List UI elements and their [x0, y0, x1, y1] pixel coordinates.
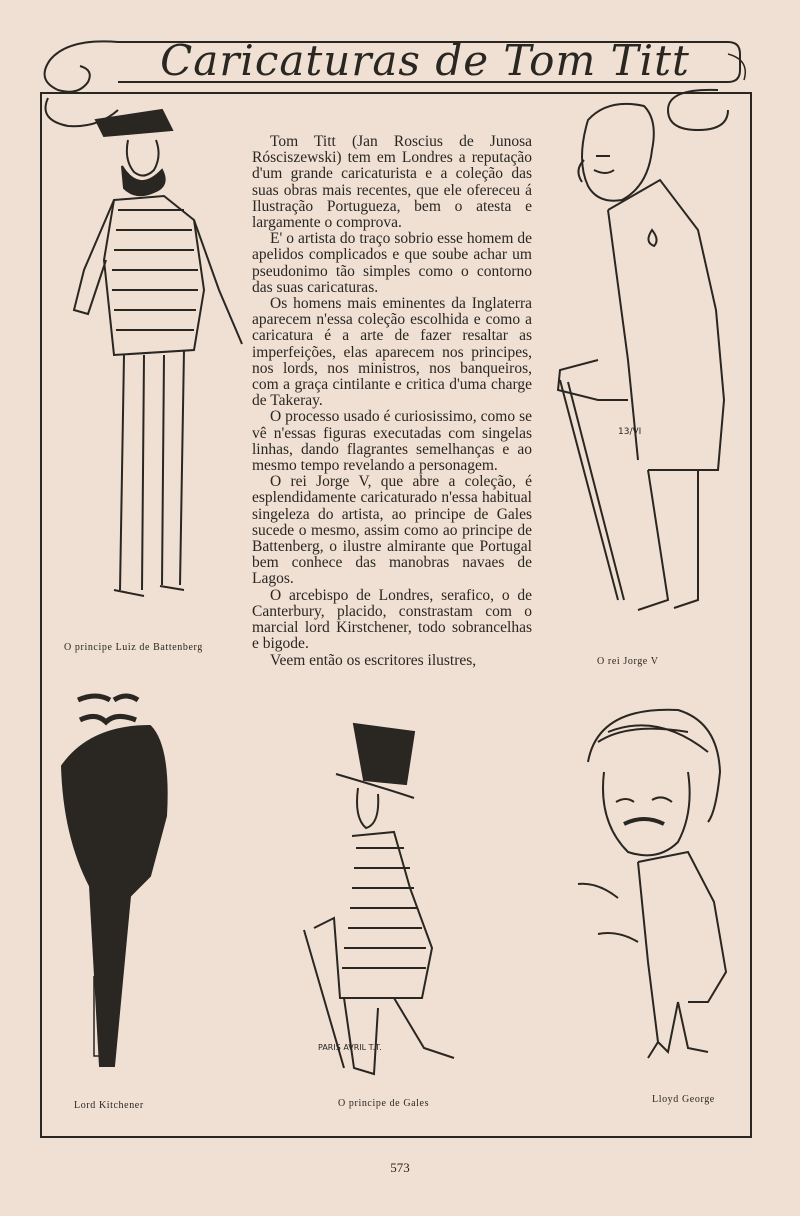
article-paragraph: O processo usado é curiosissimo, como se vê n'essas figuras executadas com singelas linhas, dando flagrantes semelhanças e ao mesmo tempo revelando a personagem.: [252, 408, 532, 475]
caption-wales: O principe de Gales: [338, 1098, 430, 1109]
article-paragraph: O rei Jorge V, que abre a coleção, é esplendidamente caricaturado n'essa habitual singeleza do artista, ao principe de Gales sucede o mesmo, assim como ao principe de Battenberg, o ilustre almirante que Portugal bem conhece das manobras navaes de Lagos.: [252, 473, 532, 588]
article-paragraph: Tom Titt (Jan Roscius de Junosa Rósciszewski) tem em Londres a reputação d'um grande caricaturista e a coleção das suas obras mais recentes, que ele ofereceu á Ilustração Portugueza, bem o atesta e largamente o comprova.: [252, 133, 532, 232]
prince-of-wales-caricature: [294, 718, 474, 1088]
article-paragraph: E' o artista do traço sobrio esse homem de apelidos complicados e que soube achar um pseudonimo tão simples como o contorno das suas caricaturas.: [252, 230, 532, 296]
caption-lloyd: Lloyd George: [652, 1094, 715, 1105]
page-title: Caricaturas de Tom Titt: [160, 36, 690, 85]
article-paragraph: Veem então os escritores ilustres,: [270, 651, 477, 669]
king-date-signature: 13/VI: [618, 427, 642, 437]
article-paragraph: Os homens mais eminentes da Inglaterra aparecem n'essa coleção escolhida e como a caricatura é a arte de fazer resaltar as imperfeições, elas aparecem nos principes, nos lords, nos ministros, nos banqueiros, com a graça cintilante e critica d'uma charge de Takeray.: [252, 295, 532, 410]
article-body: [252, 134, 532, 669]
page-number: 573: [390, 1160, 410, 1175]
kitchener-caricature: [50, 686, 180, 1086]
article-paragraph: O arcebispo de Londres, serafico, o de Canterbury, placido, constrastam com o marcial lord Kirstchener, todo sobrancelhas e bigode.: [252, 586, 532, 653]
caption-king: O rei Jorge V: [597, 656, 659, 667]
caption-battenberg: O principe Luiz de Battenberg: [64, 642, 203, 653]
king-george-caricature: [548, 100, 740, 620]
battenberg-caricature: [44, 100, 254, 610]
caption-kitchener: Lord Kitchener: [74, 1100, 144, 1111]
lloyd-george-caricature: [568, 702, 744, 1082]
wales-signature-note: PARIS AVRIL T.T.: [318, 1043, 382, 1052]
